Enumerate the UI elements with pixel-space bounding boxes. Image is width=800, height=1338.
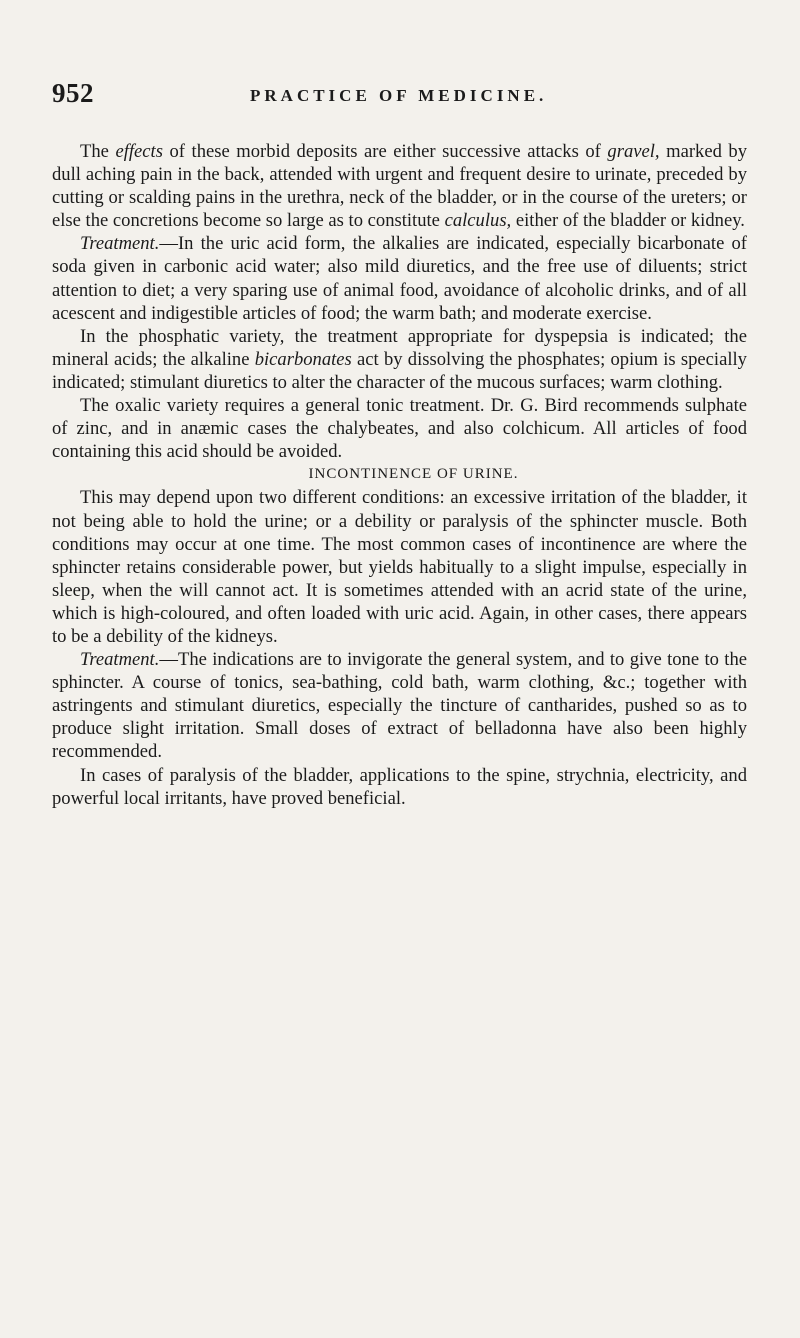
paragraph-incontinence: This may depend upon two different conditions: an excessive irritation of the bladder, it not being able to hold the urine; or a debility or paralysis of the sphincter muscle. Both conditions may occur at one time. The most common cases of incontinence are where the sphincter retains considerable power, but yields habitually to a slight impulse, especially in sleep, when the will cannot act. It is sometimes attended with an acrid state of the urine, which is high-coloured, and often loaded with uric acid. Again, in other cases, there appears to be a debility of the kidneys. [52, 487, 747, 647]
body-text [52, 140, 747, 810]
paragraph-phosphatic: In the phosphatic variety, the treatment appropriate for dyspepsia is indicated; the mineral acids; the alkaline bicarbonates act by dissolving the phosphates; opium is specially indicated; stimulant diuretics to alter the character of the mucous surfaces; warm clothing. [52, 325, 747, 393]
page-header [52, 78, 752, 118]
paragraph-treatment-uric: Treatment.—In the uric acid form, the alkalies are indicated, especially bicarbonate of soda given in carbonic acid water; also mild diuretics, and the free use of diluents; strict attention to diet; a very sparing use of animal food, avoidance of alcoholic drinks, and of all acescent and indigestible articles of food; the warm bath; and moderate exercise. [52, 233, 747, 324]
paragraph-treatment-incontinence: Treatment.—The indications are to invigorate the general system, and to give tone to the sphincter. A course of tonics, sea-bathing, cold bath, warm clothing, &c.; together with astringents and stimulant diuretics, especially the tincture of cantharides, pushed so as to produce slight irritation. Small doses of extract of belladonna have also been highly recommended. [52, 649, 747, 763]
paragraph-paralysis: In cases of paralysis of the bladder, applications to the spine, strychnia, electricity, and powerful local irritants, have proved beneficial. [52, 764, 747, 809]
paragraph-oxalic: The oxalic variety requires a general tonic treatment. Dr. G. Bird recommends sulphate of zinc, and in anæmic cases the chalybeates, and also colchicum. All articles of food containing this acid should be avoided. [52, 395, 747, 463]
running-head: PRACTICE OF MEDICINE. [250, 86, 548, 105]
page-number: 952 [52, 78, 94, 108]
paragraph-effects: The effects of these morbid deposits are either successive attacks of gravel, marked by dull aching pain in the back, attended with urgent and frequent desire to urinate, preceded by cutting or scalding pains in the urethra, neck of the bladder, or in the course of the ureters; or else the concretions become so large as to constitute calculus, either of the bladder or kidney. [52, 141, 748, 232]
section-title: INCONTINENCE OF URINE. [308, 466, 519, 483]
